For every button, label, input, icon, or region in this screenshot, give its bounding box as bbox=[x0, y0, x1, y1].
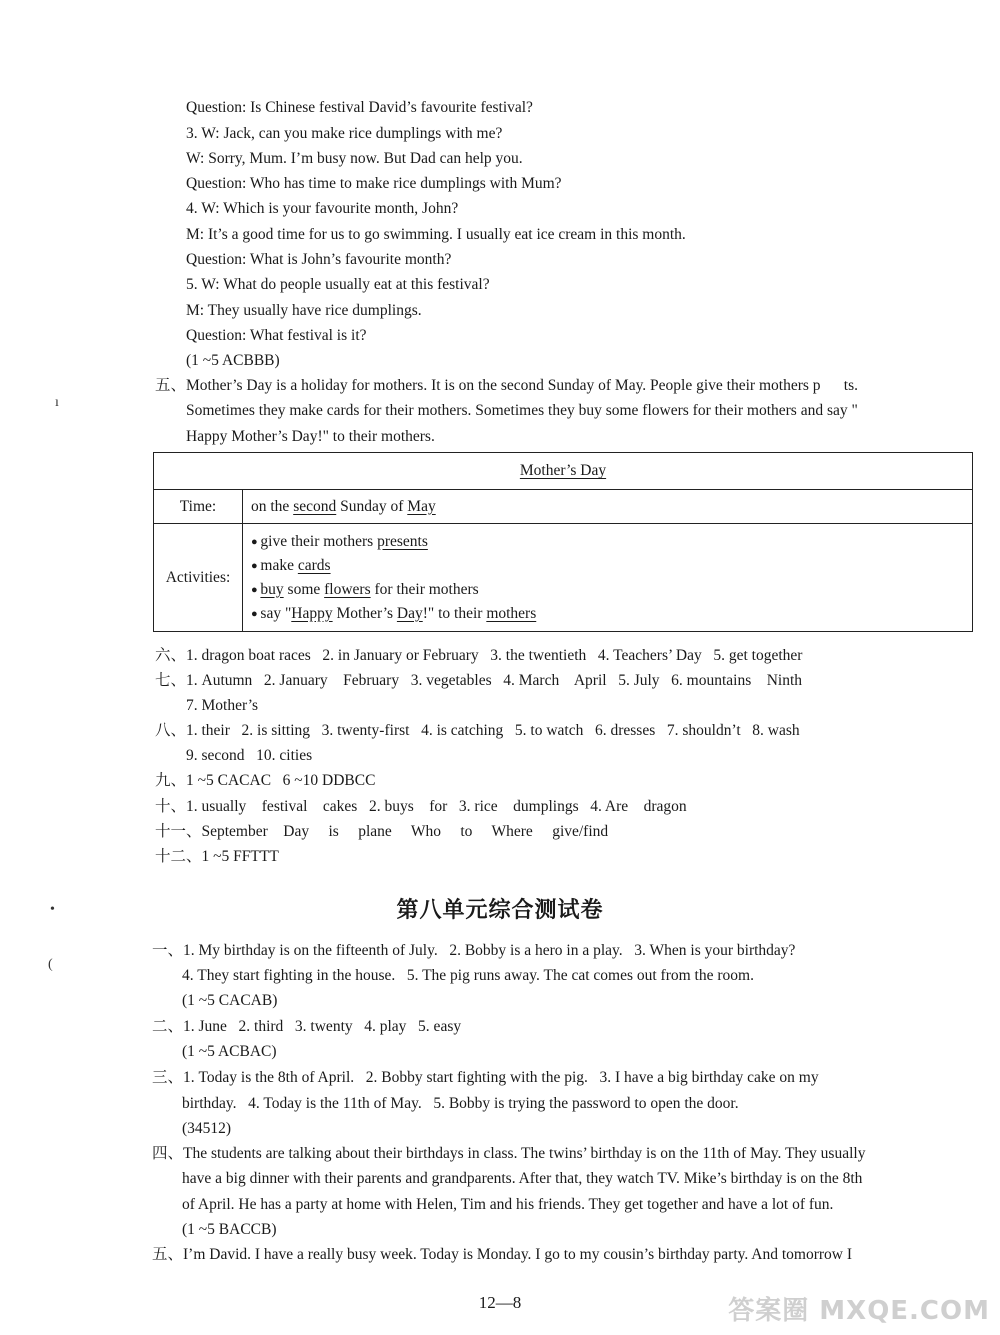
time-answer-may: May bbox=[407, 497, 436, 515]
time-label: Time: bbox=[154, 490, 243, 524]
text-line: 十一、September Day is plane Who to Where give/find bbox=[155, 823, 609, 840]
activity-answer: cards bbox=[297, 556, 331, 574]
text-line: 八、1. their 2. is sitting 3. twenty-first 4. is catching 5. to watch 6. dresses 7. shouldn’t 8. wash bbox=[155, 722, 800, 739]
answer-key: (1 ~5 ACBBB) bbox=[186, 352, 280, 369]
text-line: 四、The students are talking about their birthdays in class. The twins’ birthday is on the 11th of May. They usually bbox=[152, 1145, 866, 1162]
text-line: M: It’s a good time for us to go swimming. I usually eat ice cream in this month. bbox=[186, 226, 686, 243]
text-line: 4. W: Which is your favourite month, John? bbox=[186, 200, 459, 217]
activity-answer: presents bbox=[377, 532, 428, 550]
activity-text: !" to their bbox=[422, 604, 487, 622]
activity-text: for their mothers bbox=[370, 580, 479, 598]
answer-key: 九、1 ~5 CACAC 6 ~10 DDBCC bbox=[155, 772, 376, 789]
text-line: 一、1. My birthday is on the fifteenth of July. 2. Bobby is a hero in a play. 3. When is your birthday? bbox=[152, 942, 796, 959]
text-line: 二、1. June 2. third 3. twenty 4. play 5. easy bbox=[152, 1018, 462, 1035]
text-line: Question: Is Chinese festival David’s favourite festival? bbox=[186, 99, 533, 116]
scan-mark: ı bbox=[55, 395, 59, 410]
text-line: 五、I’m David. I have a really busy week. Today is Monday. I go to my cousin’s birthday party. And tomorrow I bbox=[152, 1246, 853, 1263]
time-answer-second: second bbox=[293, 497, 337, 515]
watermark: 答案圈 MXQE.COM bbox=[728, 1296, 990, 1326]
section-title: 第八单元综合测试卷 bbox=[396, 898, 604, 923]
activity-text: some bbox=[283, 580, 325, 598]
text-line: have a big dinner with their parents and grandparents. After that, they watch TV. Mike’s birthday is on the 8th bbox=[182, 1170, 863, 1187]
text-line: M: They usually have rice dumplings. bbox=[186, 302, 422, 319]
text-line: Question: Who has time to make rice dumplings with Mum? bbox=[186, 175, 562, 192]
mothers-day-table bbox=[153, 452, 973, 632]
activity-item bbox=[251, 578, 964, 602]
text-line: 三、1. Today is the 8th of April. 2. Bobby start fighting with the pig. 3. I have a big birthday cake on my bbox=[152, 1069, 819, 1086]
text-line: Question: What festival is it? bbox=[186, 327, 367, 344]
text-line: birthday. 4. Today is the 11th of May. 5. Bobby is trying the password to open the door. bbox=[182, 1095, 739, 1112]
activities-cell bbox=[243, 524, 973, 632]
answer-key: 十二、1 ~5 FFTTT bbox=[155, 848, 279, 865]
text-line: Question: What is John’s favourite month? bbox=[186, 251, 452, 268]
table-title: Mother’s Day bbox=[519, 462, 607, 479]
scan-mark: ( bbox=[48, 957, 53, 972]
activity-text: Mother’s bbox=[332, 604, 397, 622]
time-text: Sunday of bbox=[336, 497, 408, 515]
text-line: 五、Mother’s Day is a holiday for mothers. It is on the second Sunday of May. People give their mothers p ts. bbox=[155, 377, 858, 394]
answer-key: (1 ~5 CACAB) bbox=[182, 992, 278, 1009]
answer-key: (34512) bbox=[182, 1120, 232, 1137]
activities-label: Activities: bbox=[154, 524, 243, 632]
activity-text: say " bbox=[260, 604, 292, 622]
table-title-cell bbox=[154, 453, 973, 490]
activity-answer: flowers bbox=[324, 580, 371, 598]
text-line: 七、1. Autumn 2. January February 3. vegetables 4. March April 5. July 6. mountains Ninth bbox=[155, 672, 803, 689]
answer-key: (1 ~5 ACBAC) bbox=[182, 1043, 277, 1060]
activity-answer: Day bbox=[396, 604, 423, 622]
text-line: W: Sorry, Mum. I’m busy now. But Dad can help you. bbox=[186, 150, 523, 167]
text-line: 3. W: Jack, can you make rice dumplings with me? bbox=[186, 125, 503, 142]
text-line: 5. W: What do people usually eat at this festival? bbox=[186, 276, 490, 293]
text-line: 十、1. usually festival cakes 2. buys for 3. rice dumplings 4. Are dragon bbox=[155, 798, 687, 815]
activity-item bbox=[251, 554, 964, 578]
activity-text: give their mothers bbox=[260, 532, 378, 550]
text-line: Sometimes they make cards for their mothers. Sometimes they buy some flowers for their mothers and say " bbox=[186, 402, 858, 419]
text-line: Happy Mother’s Day!" to their mothers. bbox=[186, 428, 435, 445]
activity-item bbox=[251, 602, 964, 626]
text-line: 9. second 10. cities bbox=[186, 747, 313, 764]
activity-answer: Happy bbox=[291, 604, 333, 622]
time-text: on the bbox=[251, 497, 294, 515]
page-number: 12—8 bbox=[478, 1293, 522, 1312]
text-line: 4. They start fighting in the house. 5. The pig runs away. The cat comes out from the room. bbox=[182, 967, 754, 984]
activity-answer: mothers bbox=[486, 604, 537, 622]
text-line: of April. He has a party at home with Helen, Tim and his friends. They get together and have a lot of fun. bbox=[182, 1196, 834, 1213]
activities-list bbox=[251, 530, 964, 626]
text-line: 7. Mother’s bbox=[186, 697, 259, 714]
answer-key: (1 ~5 BACCB) bbox=[182, 1221, 277, 1238]
time-cell bbox=[243, 490, 973, 524]
scan-mark: • bbox=[50, 902, 55, 917]
activity-text: make bbox=[260, 556, 298, 574]
activity-item bbox=[251, 530, 964, 554]
text-line: 六、1. dragon boat races 2. in January or February 3. the twentieth 4. Teachers’ Day 5. get together bbox=[155, 647, 803, 664]
activity-answer: buy bbox=[260, 580, 284, 598]
